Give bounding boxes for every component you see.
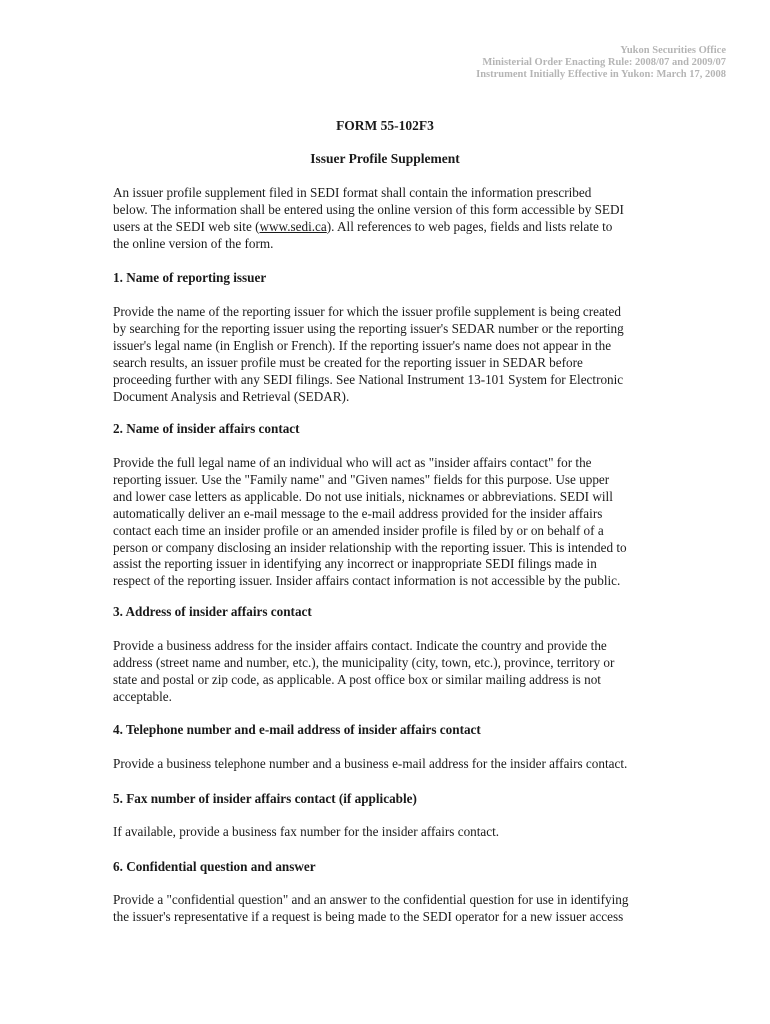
header-note-line: Instrument Initially Effective in Yukon: March 17, 2008 [476, 69, 726, 80]
form-subtitle: Issuer Profile Supplement [310, 151, 460, 166]
paragraph-line: proceeding further with any SEDI filings. See National Instrument 13-101 System for Electronic [113, 371, 624, 387]
intro-line: An issuer profile supplement filed in SEDI format shall contain the information prescribed [113, 185, 592, 200]
header-note-line: Ministerial Order Enacting Rule: 2008/07 and 2009/07 [482, 57, 726, 68]
intro-text: ). All references to web pages, fields and lists relate to [326, 218, 613, 234]
paragraph-line: and lower case letters as applicable. Do not use initials, nicknames or abbreviations. SEDI will [113, 488, 613, 504]
section-2-paragraph [113, 455, 673, 590]
paragraph-line: Provide the full legal name of an individual who will act as "insider affairs contact" for the [113, 455, 592, 470]
intro-line-with-link [113, 219, 673, 236]
paragraph-line: issuer's legal name (in English or French). If the reporting issuer's name does not appear in the [113, 337, 612, 353]
paragraph-line: by searching for the reporting issuer using the reporting issuer's SEDAR number or the reporting [113, 320, 624, 336]
paragraph-line: If available, provide a business fax number for the insider affairs contact. [113, 824, 500, 839]
section-6-paragraph [113, 892, 673, 926]
section-3-paragraph [113, 638, 673, 706]
section-1-heading: 1. Name of reporting issuer [113, 270, 267, 285]
header-note-line: Yukon Securities Office [620, 45, 726, 56]
section-5-heading: 5. Fax number of insider affairs contact (if applicable) [113, 791, 417, 806]
section-4-heading: 4. Telephone number and e-mail address of insider affairs contact [113, 722, 481, 737]
header-note [476, 45, 726, 81]
form-title: FORM 55-102F3 [336, 118, 434, 133]
paragraph-line: person or company disclosing an insider relationship with the reporting issuer. This is intended to [113, 539, 627, 555]
intro-line: the online version of the form. [113, 235, 274, 251]
paragraph-line: Provide the name of the reporting issuer for which the issuer profile supplement is being created [113, 304, 621, 319]
paragraph-line: reporting issuer. Use the "Family name" and "Given names" fields for this purpose. Use upper [113, 471, 610, 487]
section-2-heading: 2. Name of insider affairs contact [113, 421, 300, 436]
paragraph-line: respect of the reporting issuer. Insider affairs contact information is not accessible by the public. [113, 573, 621, 589]
section-4-paragraph [113, 756, 673, 773]
sedi-website-link[interactable]: www.sedi.ca [259, 218, 327, 234]
paragraph-line: address (street name and number, etc.), the municipality (city, town, etc.), province, territory or [113, 654, 615, 670]
intro-text: users at the SEDI web site ( [113, 218, 260, 234]
section-3-heading: 3. Address of insider affairs contact [113, 604, 312, 619]
section-6-heading: 6. Confidential question and answer [113, 859, 316, 874]
section-1-paragraph [113, 304, 673, 405]
paragraph-line: contact each time an insider profile or an amended insider profile is filed by or on behalf of a [113, 522, 604, 538]
section-5-paragraph [113, 824, 673, 841]
paragraph-line: assist the reporting issuer in identifying any incorrect or inappropriate SEDI filings made in [113, 556, 597, 572]
paragraph-line: Provide a "confidential question" and an answer to the confidential question for use in identifying [113, 892, 629, 907]
paragraph-line: Provide a business telephone number and a business e-mail address for the insider affairs contact. [113, 756, 628, 771]
intro-line: below. The information shall be entered using the online version of this form accessible by SEDI [113, 201, 624, 217]
paragraph-line: the issuer's representative if a request is being made to the SEDI operator for a new issuer access [113, 908, 624, 924]
intro-paragraph [113, 185, 673, 253]
paragraph-line: Provide a business address for the insider affairs contact. Indicate the country and provide the [113, 638, 607, 653]
paragraph-line: state and postal or zip code, as applicable. A post office box or similar mailing address is not [113, 671, 601, 687]
paragraph-line: automatically deliver an e-mail message to the e-mail address provided for the insider affairs [113, 505, 603, 521]
paragraph-line: search results, an issuer profile must be created for the reporting issuer in SEDAR before [113, 354, 583, 370]
paragraph-line: Document Analysis and Retrieval (SEDAR). [113, 388, 350, 404]
paragraph-line: acceptable. [113, 688, 172, 704]
